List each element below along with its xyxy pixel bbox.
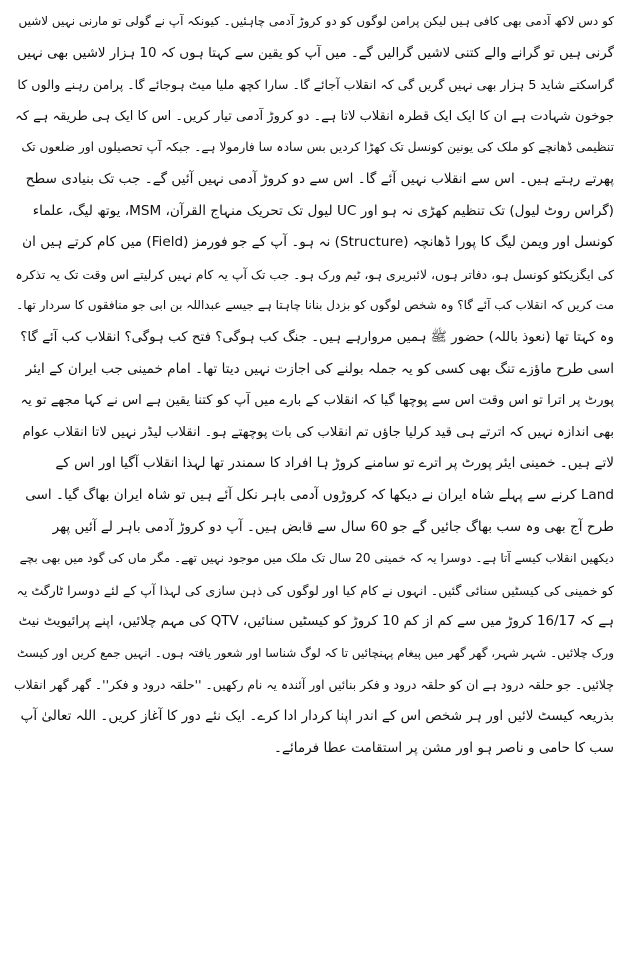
text-line: کی ایگزیکٹو کونسل ہو، دفاتر ہوں، لائبریری ہو، ٹیم ورک ہو۔ جب تک آپ یہ کام نہیں کرلیتے اس وقت تک یہ تذکرہ: [15, 266, 614, 282]
text-line: لاتے ہیں۔ خمینی ایئر پورٹ پر اترے تو سامنے کروڑ ہا افراد کا سمندر تھا لہذا انقلاب آگیا اور اس کے: [55, 455, 614, 472]
text-line: سب کا حامی و ناصر ہو اور مشن پر استقامت عطا فرمائے۔: [274, 739, 614, 756]
text-line: کو خمینی کی کیسٹیں سنائی گئیں۔ انہوں نے کام کیا اور لوگوں کی ذہن سازی کی لہذا آپ کے لئے دوسرا ٹارگٹ یہ: [16, 582, 614, 598]
text-line: گرنی ہیں تو گرانے والے کتنی لاشیں گرالیں گے۔ میں آپ کو یقین سے کہتا ہوں کہ 10 ہزار لاشیں بھی نہیں: [17, 45, 614, 61]
text-line: پورٹ پر اترا تو اس وقت اس سے پوچھا گیا کہ انقلاب کے بارے میں آپ کو کتنا یقین ہے اس نے کہا مجھے تو یہ: [20, 393, 614, 409]
text-line: طرح آج بھی وہ سب بھاگ جائیں گے جو 60 سال سے قابض ہیں۔ آپ دو کروڑ آدمی باہر لے آئیں پھر: [52, 518, 614, 535]
text-line: (گراس روٹ لیول) تک تنظیم کھڑی نہ ہو اور UC لیول تک تحریک منہاج القرآن، MSM، یوتھ لیگ، علماء: [32, 202, 614, 219]
text-line: کونسل اور ویمن لیگ کا پورا ڈھانچہ (Structure) نہ ہو۔ آپ کے جو فورمز (Field) میں کام کرتے ہیں ان: [22, 234, 614, 251]
text-line: جوخون شہادت ہے ان کا ایک ایک قطرہ انقلاب لاتا ہے۔ دو کروڑ آدمی تیار کریں۔ اس کا ایک ہی طریقہ ہے کہ: [15, 108, 614, 124]
text-line: بذریعہ کیسٹ لائیں اور ہر شخص اس کے اندر اپنا کردار ادا کرے۔ ایک نئے دور کا آغاز کریں۔ اللہ تعالیٰ آپ: [20, 708, 614, 725]
text-line: تنظیمی ڈھانچے کو ملک کی یونین کونسل تک کھڑا کردیں بس سادہ سا فارمولا ہے۔ جبکہ آپ تحصیلوں اور ضلعوں تک: [21, 140, 614, 155]
text-line: پھرتے رہتے ہیں۔ اس سے انقلاب نہیں آئے گا۔ اس سے دو کروڑ آدمی نہیں آئیں گے۔ جب تک بنیادی سطح: [25, 170, 614, 187]
text-line: Land کرنے سے پہلے شاہ ایران نے دیکھا کہ کروڑوں آدمی باہر نکل آئے ہیں تو شاہ ایران بھاگ گیا۔ اسی: [25, 486, 614, 503]
text-line: مت کریں کہ انقلاب کب آئے گا؟ وہ شخص لوگوں کو بزدل بنانا چاہتا ہے جیسے عبداللہ بن ابی جو منافقوں کا سردار تھا۔: [16, 298, 614, 313]
text-line: بھی اندازہ نہیں کہ اترتے ہی قید کرلیا جاؤں تم انقلاب کی بات پوچھتے ہو۔ انقلاب لیڈر نہیں لاتا انقلاب عوام: [22, 424, 614, 440]
text-line: چلائیں۔ جو حلقہ درود ہے ان کو حلقہ درود و فکر بنائیں اور آئندہ یہ نام رکھیں۔ ''حلقہ درود و فکر''۔ گھر گھر انقلاب: [14, 677, 614, 693]
text-line: ہے کہ 16/17 کروڑ میں سے کم از کم 10 کروڑ کو کیسٹیں سنائیں، QTV کی مہم چلائیں، اپنے پرائیویٹ نیٹ: [18, 614, 614, 630]
text-line: دیکھیں انقلاب کیسے آتا ہے۔ دوسرا یہ کہ خمینی 20 سال تک ملک میں موجود نہیں تھے۔ مگر ماں کی گود میں بھی بچے: [19, 551, 614, 566]
text-line: وہ کہتا تھا (نعوذ باللہ) حضور ﷺ ہمیں مروارہے ہیں۔ جنگ کب ہوگی؟ فتح کب ہوگی؟ انقلاب کب آئے گا؟: [20, 329, 614, 345]
text-line: کو دس لاکھ آدمی بھی کافی ہیں لیکن پرامن لوگوں کو دو کروڑ آدمی چاہئیں۔ کیونکہ آپ نے گولی تو مارنی نہیں لاشیں: [18, 14, 614, 28]
text-line: ورک چلائیں۔ شہر شہر، گھر گھر میں پیغام پہنچائیں تا کہ لوگ شناسا اور شعور یافتہ ہوں۔ انہیں جمع کریں اور کیسٹ: [16, 645, 614, 660]
text-line: گراسکتے شاید 5 ہزار بھی نہیں گریں گی کہ انقلاب آجائے گا۔ سارا کچھ ملیا میٹ ہوجائے گا۔ پرامن رہنے والوں کا: [17, 77, 614, 93]
text-line: اسی طرح ماؤزے تنگ بھی کسی کو یہ جملہ بولنے کی اجازت نہیں دیتا تھا۔ امام خمینی جب ایران کے ایئر: [25, 360, 614, 377]
